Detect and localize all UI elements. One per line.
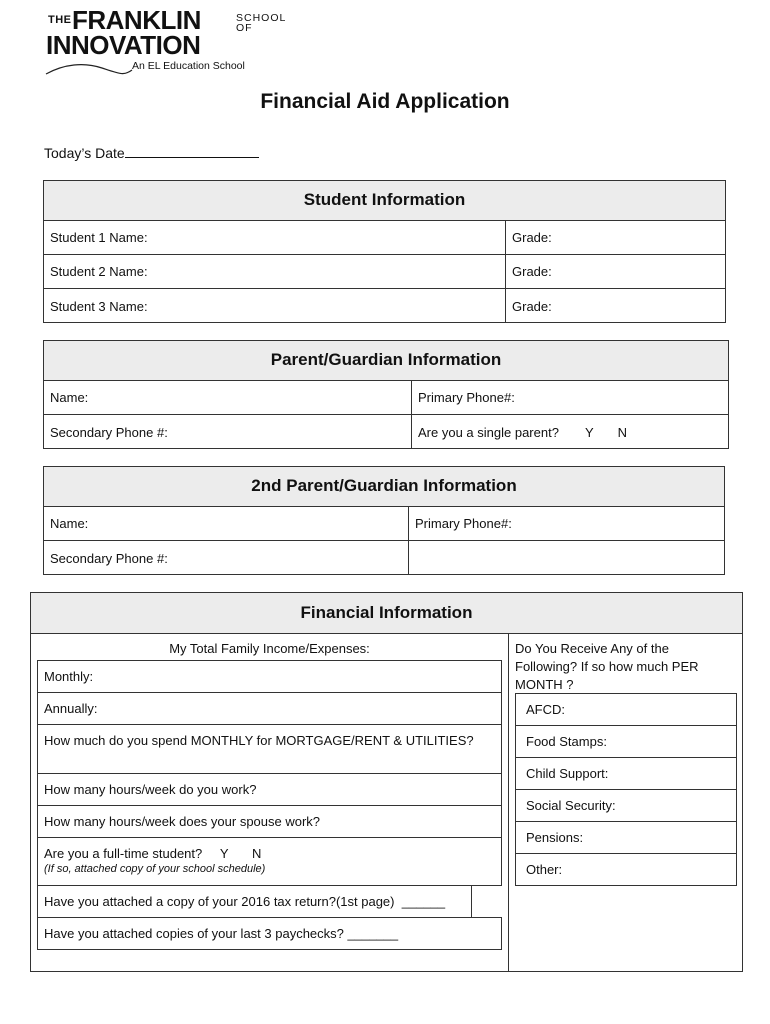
school-logo — [44, 5, 294, 76]
parent-row — [44, 381, 728, 415]
parent2-empty-cell — [408, 541, 724, 575]
single-parent-no[interactable]: N — [617, 424, 627, 440]
student-row — [44, 255, 725, 289]
parent2-primary-phone-field[interactable]: Primary Phone#: — [408, 507, 724, 540]
student-2-grade-field[interactable]: Grade: — [505, 255, 725, 288]
financial-info-section — [30, 592, 743, 972]
other-benefits-field[interactable]: Other: — [515, 853, 737, 886]
afcd-field[interactable]: AFCD: — [515, 693, 737, 726]
logo-franklin: FRANKLIN — [72, 5, 201, 35]
student-row — [44, 289, 725, 323]
logo-the: THE — [48, 14, 72, 26]
student-info-section — [43, 180, 726, 323]
parent-name-field[interactable]: Name: — [50, 390, 89, 405]
parent-row — [44, 415, 728, 449]
todays-date-label: Today’s Date — [44, 145, 125, 161]
full-time-student-field[interactable] — [37, 837, 502, 886]
student-3-grade-field[interactable]: Grade: — [505, 289, 725, 323]
student-no[interactable]: N — [251, 846, 262, 861]
logo-school: SCHOOL — [236, 12, 287, 24]
logo-innovation: INNOVATION — [46, 30, 201, 60]
student-info-heading: Student Information — [44, 181, 725, 221]
parent2-row — [44, 541, 724, 575]
student-3-name-field[interactable]: Student 3 Name: — [50, 298, 148, 314]
tax-return-field[interactable]: Have you attached a copy of your 2016 tax return?(1st page) ______ — [37, 885, 472, 918]
parent2-info-heading: 2nd Parent/Guardian Information — [44, 467, 724, 507]
parent-secondary-phone-field[interactable]: Secondary Phone #: — [50, 424, 168, 440]
logo-swoosh-icon — [44, 56, 134, 78]
logo-tagline: An EL Education School — [132, 60, 245, 72]
single-parent-yes[interactable]: Y — [584, 424, 594, 440]
pensions-field[interactable]: Pensions: — [515, 821, 737, 854]
student-1-name-field[interactable]: Student 1 Name: — [50, 230, 148, 245]
social-security-field[interactable]: Social Security: — [515, 789, 737, 822]
parent2-info-section — [43, 466, 725, 575]
child-support-field[interactable]: Child Support: — [515, 757, 737, 790]
student-row — [44, 221, 725, 255]
financial-info-heading: Financial Information — [31, 593, 742, 634]
student-2-name-field[interactable]: Student 2 Name: — [50, 264, 148, 279]
benefits-area — [509, 633, 743, 971]
student-yes[interactable]: Y — [219, 846, 229, 861]
parent2-name-field[interactable]: Name: — [50, 516, 89, 531]
annual-income-field[interactable]: Annually: — [37, 692, 502, 725]
paychecks-field[interactable]: Have you attached copies of your last 3 paychecks? _______ — [37, 917, 502, 950]
full-time-student-label: Are you a full-time student? — [44, 846, 203, 861]
hours-spouse-work-field[interactable]: How many hours/week does your spouse work? — [37, 805, 502, 838]
parent-info-section — [43, 340, 729, 449]
parent-primary-phone-field[interactable]: Primary Phone#: — [411, 381, 728, 414]
todays-date-field[interactable] — [44, 143, 259, 161]
hours-you-work-field[interactable]: How many hours/week do you work? — [37, 773, 502, 806]
page-title: Financial Aid Application — [260, 90, 510, 113]
logo-of: OF — [236, 22, 253, 34]
parent2-row — [44, 507, 724, 541]
single-parent-label: Are you a single parent? — [418, 424, 559, 440]
todays-date-line[interactable] — [125, 143, 259, 158]
single-parent-question[interactable] — [411, 415, 728, 449]
benefits-heading: Do You Receive Any of the Following? If so how much PER MONTH ? — [515, 641, 699, 692]
mortgage-field[interactable]: How much do you spend MONTHLY for MORTGAGE/RENT & UTILITIES? — [37, 724, 502, 774]
food-stamps-field[interactable]: Food Stamps: — [515, 725, 737, 758]
school-schedule-note: (If so, attached copy of your school schedule) — [44, 863, 266, 875]
parent2-secondary-phone-field[interactable]: Secondary Phone #: — [50, 550, 168, 566]
income-heading: My Total Family Income/Expenses: — [169, 641, 370, 656]
parent-info-heading: Parent/Guardian Information — [44, 341, 728, 381]
student-1-grade-field[interactable]: Grade: — [505, 221, 725, 254]
monthly-income-field[interactable]: Monthly: — [37, 660, 502, 693]
